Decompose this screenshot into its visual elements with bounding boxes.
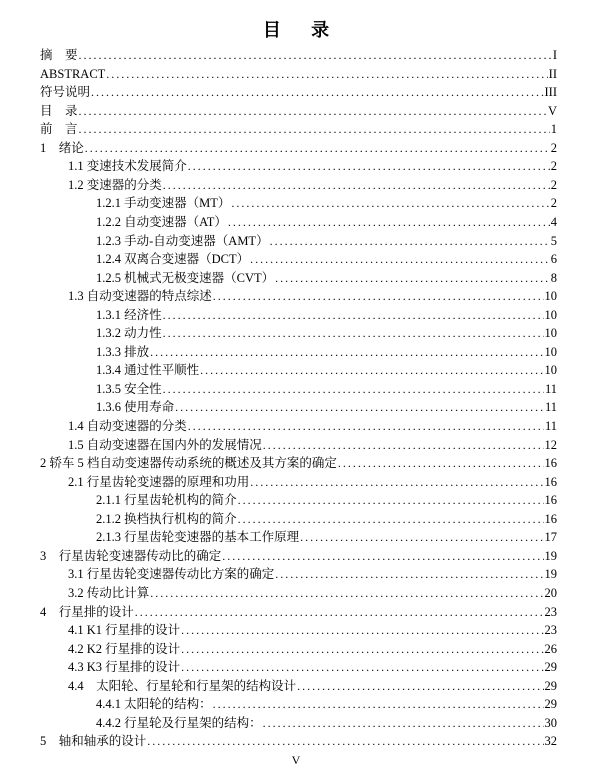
toc-entry[interactable]: [96, 250, 557, 268]
dot-leader: [188, 157, 550, 175]
toc-entry-page: 17: [544, 530, 557, 545]
dot-leader: [79, 102, 547, 120]
dot-leader: [228, 213, 550, 231]
toc-entry-title: 4.3 K3 行星排的设计: [68, 660, 181, 675]
toc-entry-page: 10: [544, 326, 557, 341]
dot-leader: [181, 621, 543, 639]
toc-entry-page: 16: [544, 493, 557, 508]
toc-entry[interactable]: [68, 436, 557, 454]
toc-entry-page: 26: [544, 641, 557, 656]
toc-entry[interactable]: [68, 176, 557, 194]
toc-entry[interactable]: [96, 324, 557, 342]
toc-entry-page: 2: [550, 196, 557, 211]
toc-entry-title: 4 行星排的设计: [40, 604, 134, 619]
toc-entry-title: 2.1.2 换档执行机构的简介: [96, 511, 237, 526]
toc-entry[interactable]: [96, 213, 557, 231]
toc-entry-title: 1.2.3 手动-自动变速器（AMT）: [96, 233, 269, 248]
toc-entry[interactable]: [96, 398, 557, 416]
toc-entry-title: 1.3.3 排放: [96, 344, 150, 359]
toc-entry[interactable]: [68, 640, 557, 658]
toc-entry-title: 4.2 K2 行星排的设计: [68, 641, 181, 656]
toc-entry-page: 16: [544, 474, 557, 489]
dot-leader: [238, 491, 544, 509]
toc-entry-page: 20: [544, 585, 557, 600]
toc-entry[interactable]: [68, 677, 557, 695]
dot-leader: [163, 306, 544, 324]
toc-entry-page: 16: [544, 511, 557, 526]
dot-leader: [175, 398, 544, 416]
toc-entry[interactable]: [96, 361, 557, 379]
toc-entry-title: 4.4.1 太阳轮的结构：: [96, 697, 212, 712]
dot-leader: [181, 640, 543, 658]
toc-entry-page: 4: [550, 214, 557, 229]
toc-entry-page: 10: [544, 307, 557, 322]
toc-entry[interactable]: [40, 65, 557, 83]
toc-entry-page: 23: [544, 623, 557, 638]
toc-entry-title: 3 行星齿轮变速器传动比的确定: [40, 548, 222, 563]
toc-entry-title: 2.1.3 行星齿轮变速器的基本工作原理: [96, 530, 300, 545]
toc-entry[interactable]: [40, 732, 557, 750]
toc-entry-page: 10: [544, 344, 557, 359]
toc-entry-title: 1 绪论: [40, 140, 84, 155]
toc-entry-title: 目 录: [40, 103, 78, 118]
toc-entry[interactable]: [96, 510, 557, 528]
toc-entry-title: 1.2.4 双离合变速器（DCT）: [96, 252, 250, 267]
toc-entry[interactable]: [40, 547, 557, 565]
toc-entry[interactable]: [68, 621, 557, 639]
toc-entry-page: 12: [544, 437, 557, 452]
toc-entry-title: 1.2.2 自动变速器（AT）: [96, 214, 227, 229]
toc-entry[interactable]: [96, 232, 557, 250]
dot-leader: [338, 454, 544, 472]
toc-entry-title: 1.2 变速器的分类: [68, 177, 162, 192]
dot-leader: [275, 269, 550, 287]
dot-leader: [200, 361, 543, 379]
toc-entry-page: III: [544, 85, 557, 100]
toc-entry-title: 1.3.4 通过性平顺性: [96, 363, 200, 378]
toc-entry-page: V: [547, 103, 557, 118]
dot-leader: [250, 473, 543, 491]
toc-entry-page: 2: [550, 159, 557, 174]
toc-entry[interactable]: [40, 603, 557, 621]
toc-entry[interactable]: [96, 380, 557, 398]
toc-entry-page: 10: [544, 289, 557, 304]
toc-entry[interactable]: [68, 417, 557, 435]
dot-leader: [300, 528, 543, 546]
dot-leader: [263, 714, 544, 732]
toc-entry-page: 2: [550, 140, 557, 155]
dot-leader: [150, 584, 543, 602]
toc-entry[interactable]: [40, 454, 557, 472]
toc-entry-page: 19: [544, 548, 557, 563]
dot-leader: [150, 343, 543, 361]
dot-leader: [79, 46, 552, 64]
dot-leader: [163, 176, 550, 194]
dot-leader: [213, 287, 544, 305]
toc-entry[interactable]: [96, 194, 557, 212]
dot-leader: [213, 695, 544, 713]
toc-entry-title: 1.1 变速技术发展简介: [68, 159, 187, 174]
dot-leader: [250, 250, 550, 268]
toc-entry[interactable]: [96, 528, 557, 546]
toc-entry-page: 1: [550, 122, 557, 137]
toc-entry[interactable]: [96, 714, 557, 732]
toc-entry[interactable]: [40, 46, 557, 64]
toc-entry-page: 2: [550, 177, 557, 192]
dot-leader: [297, 677, 543, 695]
toc-entry-page: 6: [550, 252, 557, 267]
toc-entry-page: 29: [544, 678, 557, 693]
dot-leader: [106, 65, 547, 83]
dot-leader: [222, 547, 543, 565]
toc-entry-title: 前 言: [40, 122, 78, 137]
toc-entry[interactable]: [68, 658, 557, 676]
dot-leader: [147, 732, 543, 750]
toc-entry-title: 4.4.2 行星轮及行星架的结构：: [96, 715, 262, 730]
toc-entry-title: 符号说明: [40, 85, 91, 100]
toc-entry-page: 29: [544, 660, 557, 675]
toc-entry-title: 2.1.1 行星齿轮机构的简介: [96, 493, 237, 508]
toc-entry-page: 30: [544, 715, 557, 730]
dot-leader: [275, 565, 543, 583]
toc-entry-page: 10: [544, 363, 557, 378]
toc-entry-title: 1.3 自动变速器的特点综述: [68, 289, 212, 304]
toc-entry-page: 5: [550, 233, 557, 248]
toc-entry-title: 3.2 传动比计算: [68, 585, 150, 600]
toc-entry-title: 1.2.1 手动变速器（MT）: [96, 196, 231, 211]
toc-entry-title: 3.1 行星齿轮变速器传动比方案的确定: [68, 567, 275, 582]
dot-leader: [270, 232, 550, 250]
toc-entry-title: 1.2.5 机械式无极变速器（CVT）: [96, 270, 275, 285]
toc-entry-page: 11: [544, 381, 557, 396]
page-title: 目 录: [262, 20, 342, 41]
toc-entry-title: 1.5 自动变速器在国内外的发展情况: [68, 437, 262, 452]
dot-leader: [263, 436, 544, 454]
dot-leader: [91, 83, 543, 101]
toc-entry[interactable]: [96, 269, 557, 287]
dot-leader: [188, 417, 544, 435]
toc-entry-page: 16: [544, 456, 557, 471]
toc-entry-title: 1.3.5 安全性: [96, 381, 162, 396]
toc-entry-page: 32: [544, 734, 557, 749]
toc-entry-page: 19: [544, 567, 557, 582]
toc-entry-title: 4.1 K1 行星排的设计: [68, 623, 181, 638]
toc-entry[interactable]: [40, 120, 557, 138]
dot-leader: [163, 380, 544, 398]
toc-entry-title: 1.4 自动变速器的分类: [68, 419, 187, 433]
toc-entry-page: 23: [544, 604, 557, 619]
toc-entry-page: 11: [544, 400, 557, 415]
toc-entry[interactable]: [40, 102, 557, 120]
toc-entry[interactable]: [96, 491, 557, 509]
toc-entry-title: 2.1 行星齿轮变速器的原理和功用: [68, 474, 250, 489]
toc-entry-page: 29: [544, 697, 557, 712]
dot-leader: [135, 603, 544, 621]
toc-entry-title: 1.3.6 使用寿命: [96, 400, 175, 415]
toc-entry-title: 5 轴和轴承的设计: [40, 734, 147, 749]
toc-entry[interactable]: [40, 139, 557, 157]
toc-entry-title: 摘 要: [40, 48, 78, 62]
page-number-footer: V: [291, 753, 301, 767]
toc-entry-page: 8: [550, 270, 557, 285]
toc-entry[interactable]: [68, 584, 557, 602]
toc-entry[interactable]: [96, 306, 557, 324]
toc-entry-title: 4.4 太阳轮、行星轮和行星架的结构设计: [68, 678, 297, 693]
toc-entry-title: 1.3.2 动力性: [96, 326, 162, 341]
toc-entry[interactable]: [68, 157, 557, 175]
dot-leader: [231, 194, 549, 212]
dot-leader: [238, 510, 544, 528]
toc-entry-title: 2 轿车 5 档自动变速器传动系统的概述及其方案的确定: [40, 456, 337, 471]
toc-entry[interactable]: [96, 695, 557, 713]
toc-entry[interactable]: [40, 83, 557, 101]
toc-entry-title: ABSTRACT: [40, 66, 106, 81]
dot-leader: [85, 139, 550, 157]
toc-entry[interactable]: [96, 343, 557, 361]
toc-entry-title: 1.3.1 经济性: [96, 307, 162, 322]
dot-leader: [181, 658, 543, 676]
toc-entry-page: 11: [544, 419, 557, 433]
toc-entry[interactable]: [68, 473, 557, 491]
toc-entry-page: II: [548, 66, 557, 81]
toc-entry[interactable]: [68, 565, 557, 583]
dot-leader: [79, 120, 550, 138]
toc-entry[interactable]: [68, 287, 557, 305]
toc-entry-page: I: [552, 48, 557, 62]
dot-leader: [163, 324, 544, 342]
